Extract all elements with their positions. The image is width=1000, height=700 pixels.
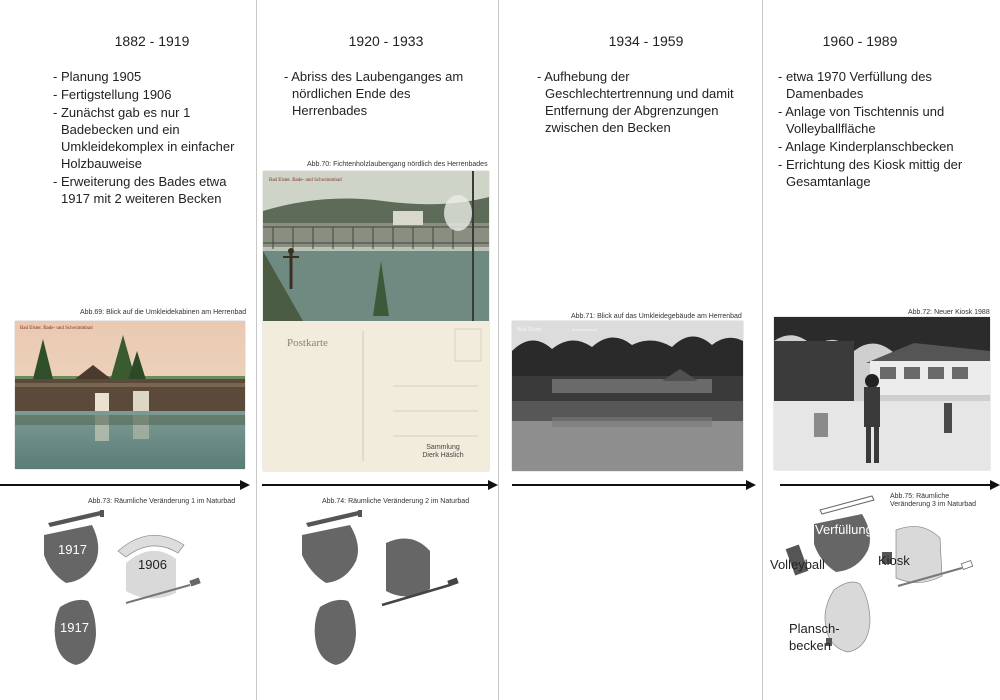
timeline-arrowhead-4	[990, 480, 1000, 490]
period-heading-3: 1934 - 1959	[608, 33, 684, 49]
bullet-list-4	[778, 68, 968, 191]
timeline-arrow-2	[262, 484, 490, 486]
bullet-item: - Abriss des Laubenganges am nördlichen Ende des Herrenbades	[284, 69, 464, 118]
bullet-item: - Errichtung des Kiosk mittig der Gesamtanlage	[778, 157, 963, 189]
period-heading-2: 1920 - 1933	[348, 33, 424, 49]
bullet-item: - Planung 1905	[53, 69, 142, 84]
period-heading-1: 1882 - 1919	[114, 33, 190, 49]
photo-2-title: Bad Elster. Bade- und Schwimmbad	[269, 178, 342, 183]
timeline-arrow-3	[512, 484, 748, 486]
diagram-caption-4: Abb.75: Räumliche Veränderung 3 im Naturbad	[890, 493, 976, 508]
bullet-item: - Erweiterung des Bades etwa 1917 mit 2 weiteren Becken	[53, 174, 227, 206]
site-diagram-1	[30, 505, 250, 680]
timeline-arrow-4	[780, 484, 990, 486]
kiosk-label: Kiosk	[878, 553, 910, 568]
volleyball-label: Volleyball	[770, 557, 825, 572]
photo-changing-cabins	[15, 321, 245, 469]
bullet-item: - etwa 1970 Verfüllung des Damenbades	[778, 69, 932, 101]
photo-caption-2: Abb.70: Fichtenholzlaubengang nördlich des Herrenbades	[307, 161, 488, 168]
photo-changing-building	[512, 321, 743, 471]
timeline-arrowhead-1	[240, 480, 250, 490]
diagram-caption-2: Abb.74: Räumliche Veränderung 2 im Naturbad	[322, 498, 470, 505]
pool-label-1906: 1906	[138, 557, 167, 572]
photo-3-sub: Schwimmbad	[572, 327, 597, 332]
timeline-arrowhead-2	[488, 480, 498, 490]
photo-caption-3: Abb.71: Blick auf das Umkleidegebäude am Herrenbad	[571, 313, 742, 320]
postcard-stamp: Sammlung Dierk Häslich	[422, 444, 464, 459]
site-diagram-4	[770, 490, 995, 690]
bullet-list-3	[537, 68, 737, 137]
column-divider	[762, 0, 763, 700]
photo-pergola-postcard	[263, 171, 489, 471]
bullet-list-2	[284, 68, 484, 120]
column-divider	[256, 0, 257, 700]
timeline-arrowhead-3	[746, 480, 756, 490]
fill-label: Verfüllung	[815, 522, 873, 537]
bullet-item: - Zunächst gab es nur 1 Badebecken und ein Umkleidekomplex in einfacher Holzbauweise	[53, 105, 235, 171]
bullet-item: - Fertigstellung 1906	[53, 87, 172, 102]
bullet-item: - Aufhebung der Geschlechtertrennung und damit Entfernung der Abgrenzungen zwischen den Becken	[537, 69, 734, 135]
diagram-caption-1: Abb.73: Räumliche Veränderung 1 im Naturbad	[88, 498, 236, 505]
photo-caption-1: Abb.69: Blick auf die Umkleidekabinen am Herrenbad	[80, 309, 247, 316]
column-divider	[498, 0, 499, 700]
pool-label-1917-bottom: 1917	[60, 620, 89, 635]
postcard-title: Postkarte	[287, 337, 328, 349]
photo-kiosk	[774, 317, 990, 470]
photo-1-title: Bad Elster. Bade- und Schwimmbad	[20, 326, 93, 331]
bullet-item: - Anlage von Tischtennis und Volleyballfläche	[778, 104, 945, 136]
bullet-item: - Anlage Kinderplanschbecken	[778, 139, 954, 154]
site-diagram-2	[290, 505, 490, 680]
photo-3-title: Bad Elster	[517, 327, 543, 333]
period-heading-4: 1960 - 1989	[822, 33, 898, 49]
photo-caption-4: Abb.72: Neuer Kiosk 1988	[908, 309, 990, 316]
bullet-list-1	[53, 68, 238, 208]
timeline-arrow-1	[0, 484, 240, 486]
pool-label-1917-top: 1917	[58, 542, 87, 557]
plansch-label-1: Plansch-	[789, 621, 840, 636]
plansch-label-2: becken	[789, 638, 831, 653]
